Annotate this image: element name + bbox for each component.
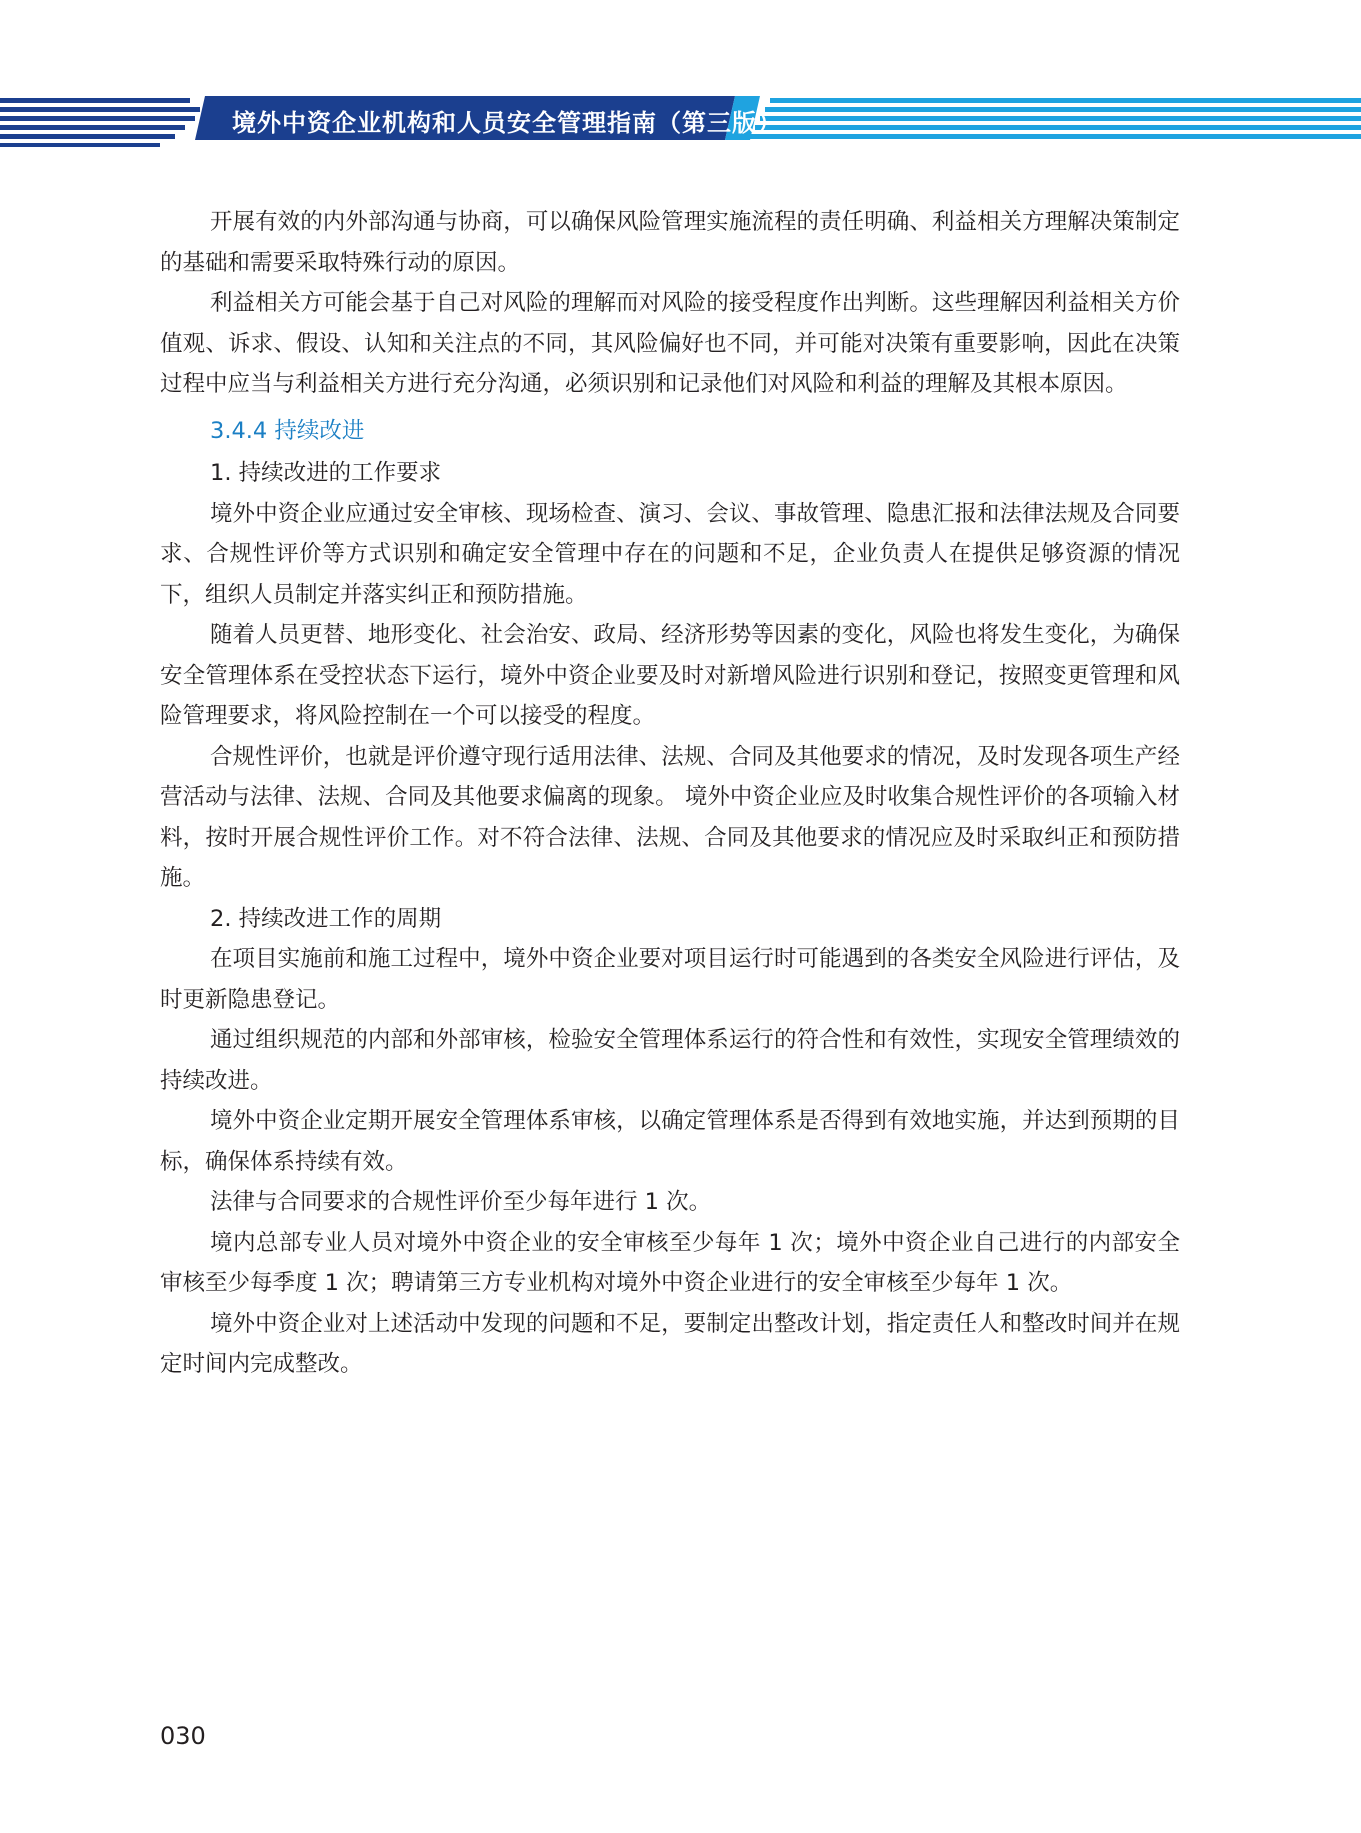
main-content xyxy=(160,202,1180,1385)
header-title: 境外中资企业机构和人员安全管理指南（第三版） xyxy=(232,109,782,137)
paragraph: 境外中资企业对上述活动中发现的问题和不足，要制定出整改计划，指定责任人和整改时间并在规定时间内完成整改。 xyxy=(160,1310,1180,1377)
subheading: 1. 持续改进的工作要求 xyxy=(210,460,442,486)
paragraph: 开展有效的内外部沟通与协商，可以确保风险管理实施流程的责任明确、利益相关方理解决策制定的基础和需要采取特殊行动的原因。 xyxy=(160,209,1180,276)
paragraph: 随着人员更替、地形变化、社会治安、政局、经济形势等因素的变化，风险也将发生变化，为确保安全管理体系在受控状态下运行，境外中资企业要及时对新增风险进行识别和登记，按照变更管理和风险管理要求，将风险控制在一个可以接受的程度。 xyxy=(160,622,1180,729)
subheading: 2. 持续改进工作的周期 xyxy=(210,905,442,932)
page-number: 030 xyxy=(160,1722,206,1750)
header-band xyxy=(0,90,1361,154)
paragraph: 在项目实施前和施工过程中，境外中资企业要对项目运行时可能遇到的各类安全风险进行评估，及时更新隐患登记。 xyxy=(160,946,1180,1013)
paragraph: 合规性评价，也就是评价遵守现行适用法律、法规、合同及其他要求的情况，及时发现各项生产经营活动与法律、法规、合同及其他要求偏离的现象。 境外中资企业应及时收集合规性评价的各项输入材料，按时开展合规性评价工作。对不符合法律、法规、合同及其他要求的情况应及时采取纠正和预防措施。 xyxy=(160,743,1180,891)
paragraph: 法律与合同要求的合规性评价至少每年进行 1 次。 xyxy=(210,1189,712,1215)
paragraph: 通过组织规范的内部和外部审核，检验安全管理体系运行的符合性和有效性，实现安全管理绩效的持续改进。 xyxy=(160,1027,1180,1094)
paragraph: 利益相关方可能会基于自己对风险的理解而对风险的接受程度作出判断。这些理解因利益相关方价值观、诉求、假设、认知和关注点的不同，其风险偏好也不同，并可能对决策有重要影响，因此在决策过程中应当与利益相关方进行充分沟通，必须识别和记录他们对风险和利益的理解及其根本原因。 xyxy=(160,290,1180,397)
paragraph: 境内总部专业人员对境外中资企业的安全审核至少每年 1 次；境外中资企业自己进行的内部安全审核至少每季度 1 次；聘请第三方专业机构对境外中资企业进行的安全审核至少每年 1 次。 xyxy=(160,1229,1180,1296)
paragraph: 境外中资企业定期开展安全管理体系审核，以确定管理体系是否得到有效地实施，并达到预期的目标，确保体系持续有效。 xyxy=(160,1108,1180,1175)
paragraph: 境外中资企业应通过安全审核、现场检查、演习、会议、事故管理、隐患汇报和法律法规及合同要求、合规性评价等方式识别和确定安全管理中存在的问题和不足，企业负责人在提供足够资源的情况下，组织人员制定并落实纠正和预防措施。 xyxy=(160,500,1180,608)
section-heading: 3.4.4 持续改进 xyxy=(210,417,365,444)
